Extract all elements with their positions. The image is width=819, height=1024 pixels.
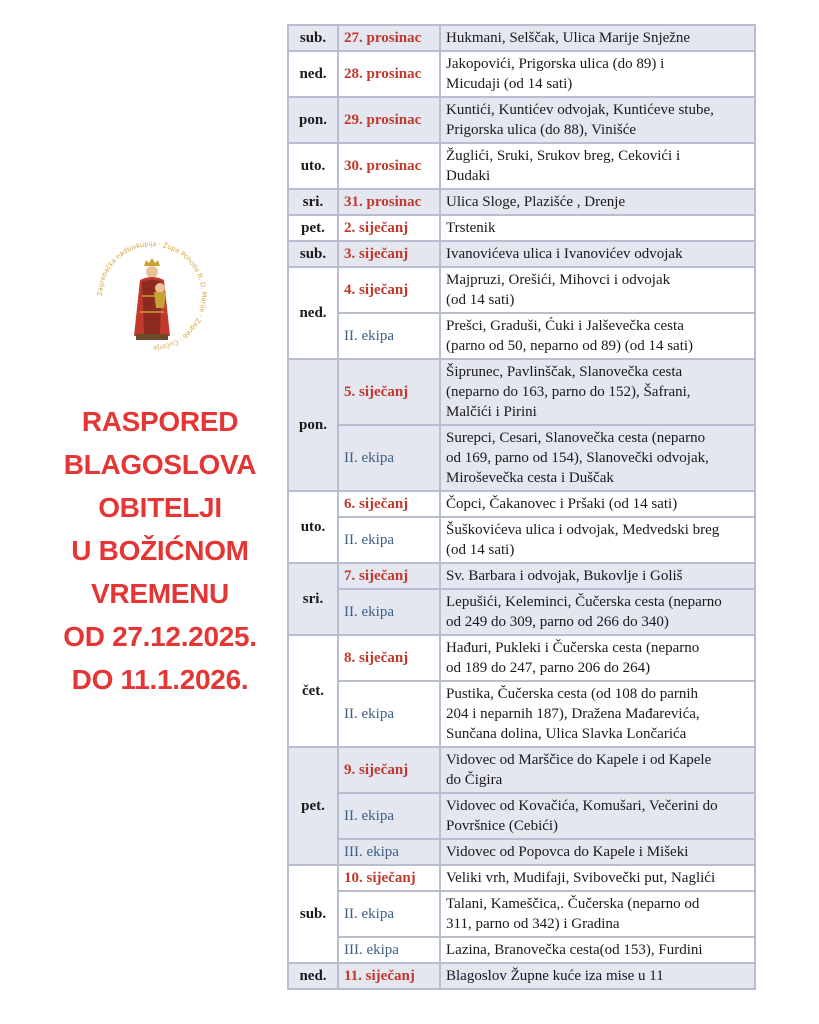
location-cell	[440, 491, 755, 517]
schedule-row	[288, 891, 755, 937]
title-line: OBITELJI	[98, 492, 222, 523]
title-line: VREMENU	[91, 578, 229, 609]
location-cell	[440, 313, 755, 359]
location-line: Žuglići, Sruki, Srukov breg, Cekovići i	[446, 148, 681, 164]
location-line: Šuškovićeva ulica i odvojak, Medvedski breg	[446, 522, 720, 538]
crew-cell: II. ekipa	[338, 313, 440, 359]
location-cell	[440, 937, 755, 963]
date-cell: 9. siječanj	[338, 747, 440, 793]
location-line: Miroševečka cesta i Duščak	[446, 470, 614, 486]
schedule-row	[288, 963, 755, 989]
location-line: Lazina, Branovečka cesta(od 153), Furdini	[446, 942, 703, 958]
madonna-statue-icon	[134, 258, 170, 340]
location-line: Talani, Kameščica,. Čučerska (neparno od	[446, 896, 700, 912]
location-line: Majpruzi, Orešići, Mihovci i odvojak	[446, 272, 671, 288]
location-line: Ulica Sloge, Plazišće , Drenje	[446, 194, 626, 210]
location-cell	[440, 425, 755, 491]
location-cell	[440, 839, 755, 865]
location-cell	[440, 359, 755, 425]
day-cell: pet.	[288, 215, 338, 241]
location-line: Micudaji (od 14 sati)	[446, 76, 573, 92]
schedule-row	[288, 563, 755, 589]
location-line: Dudaki	[446, 168, 491, 184]
crew-cell: III. ekipa	[338, 839, 440, 865]
day-cell: pon.	[288, 97, 338, 143]
date-cell: 4. siječanj	[338, 267, 440, 313]
location-cell	[440, 563, 755, 589]
location-line: Hukmani, Selščak, Ulica Marije Snježne	[446, 30, 691, 46]
location-line: Lepušići, Keleminci, Čučerska cesta (neparno	[446, 594, 722, 610]
date-cell: 31. prosinac	[338, 189, 440, 215]
schedule-row	[288, 747, 755, 793]
date-cell: 29. prosinac	[338, 97, 440, 143]
date-cell: 6. siječanj	[338, 491, 440, 517]
location-line: Hađuri, Pukleki i Čučerska cesta (neparno	[446, 640, 700, 656]
location-line: (parno od 50, neparno od 89) (od 14 sati)	[446, 338, 694, 354]
location-cell	[440, 517, 755, 563]
location-cell	[440, 681, 755, 747]
date-cell: 7. siječanj	[338, 563, 440, 589]
schedule-row	[288, 143, 755, 189]
location-line: Pustika, Čučerska cesta (od 108 do parnih	[446, 686, 699, 702]
date-cell: 8. siječanj	[338, 635, 440, 681]
day-cell: sub.	[288, 865, 338, 963]
crew-cell: II. ekipa	[338, 793, 440, 839]
schedule-row	[288, 937, 755, 963]
schedule-row	[288, 359, 755, 425]
location-line: Vidovec od Marščice do Kapele i od Kapele	[446, 752, 712, 768]
schedule-row	[288, 681, 755, 747]
location-line: Čopci, Čakanovec i Pršaki (od 14 sati)	[446, 496, 678, 512]
date-cell: 2. siječanj	[338, 215, 440, 241]
location-line: 204 i neparnih 187), Dražena Mađarevića,	[446, 706, 700, 722]
crew-cell: II. ekipa	[338, 891, 440, 937]
location-cell	[440, 891, 755, 937]
day-cell: ned.	[288, 963, 338, 989]
date-cell: 30. prosinac	[338, 143, 440, 189]
location-line: Ivanovićeva ulica i Ivanovićev odvojak	[446, 246, 683, 262]
location-line: Sunčana dolina, Ulica Slavka Lončarića	[446, 726, 687, 742]
parish-logo	[92, 236, 212, 356]
schedule-row	[288, 51, 755, 97]
day-cell: pet.	[288, 747, 338, 865]
location-cell	[440, 793, 755, 839]
day-cell: uto.	[288, 491, 338, 563]
location-line: Surepci, Cesari, Slanovečka cesta (neparno	[446, 430, 706, 446]
day-cell: sub.	[288, 25, 338, 51]
location-cell	[440, 865, 755, 891]
location-line: Jakopovići, Prigorska ulica (do 89) i	[446, 56, 665, 72]
schedule-row	[288, 189, 755, 215]
crew-cell: II. ekipa	[338, 681, 440, 747]
location-cell	[440, 51, 755, 97]
location-line: Površnice (Cebići)	[446, 818, 559, 834]
location-cell	[440, 589, 755, 635]
schedule-row	[288, 313, 755, 359]
location-cell	[440, 635, 755, 681]
location-line: Prešci, Graduši, Ćuki i Jalševečka cesta	[446, 318, 684, 334]
location-cell	[440, 97, 755, 143]
day-cell: ned.	[288, 267, 338, 359]
schedule-row	[288, 241, 755, 267]
schedule-row	[288, 517, 755, 563]
crew-cell: III. ekipa	[338, 937, 440, 963]
date-cell: 27. prosinac	[338, 25, 440, 51]
schedule-row	[288, 589, 755, 635]
crew-cell: II. ekipa	[338, 517, 440, 563]
day-cell: sub.	[288, 241, 338, 267]
date-cell: 28. prosinac	[338, 51, 440, 97]
location-line: (od 14 sati)	[446, 292, 515, 308]
location-line: do Čigira	[446, 772, 503, 788]
day-cell: ned.	[288, 51, 338, 97]
schedule-body	[288, 25, 755, 989]
date-cell: 11. siječanj	[338, 963, 440, 989]
location-cell	[440, 963, 755, 989]
location-cell	[440, 215, 755, 241]
location-line: Vidovec od Popovca do Kapele i Mišeki	[446, 844, 689, 860]
title-line: OD 27.12.2025.	[63, 621, 257, 652]
location-cell	[440, 189, 755, 215]
day-cell: čet.	[288, 635, 338, 747]
date-cell: 3. siječanj	[338, 241, 440, 267]
date-cell: 10. siječanj	[338, 865, 440, 891]
location-line: Šiprunec, Pavlinščak, Slanovečka cesta	[446, 364, 683, 380]
day-cell: sri.	[288, 563, 338, 635]
location-line: Sv. Barbara i odvojak, Bukovlje i Goliš	[446, 568, 683, 584]
location-line: (neparno do 163, parno do 152), Šafrani,	[446, 384, 691, 400]
day-cell: pon.	[288, 359, 338, 491]
schedule-row	[288, 635, 755, 681]
location-line: od 169, parno od 154), Slanovečki odvojak,	[446, 450, 709, 466]
location-line: Malčići i Pirini	[446, 404, 537, 420]
location-line: Kuntići, Kuntićev odvojak, Kuntićeve stube,	[446, 102, 714, 118]
title-line: BLAGOSLOVA	[63, 449, 257, 480]
location-line: Blagoslov Župne kuće iza mise u 11	[446, 968, 664, 984]
logo-ring-text: Zagrebačka nadbiskupija · Župa Pohoda B. D. Marije · Zagreb · Čučerje	[95, 239, 209, 353]
schedule-table	[287, 24, 756, 990]
schedule-row	[288, 25, 755, 51]
schedule-row	[288, 865, 755, 891]
location-line: od 249 do 309, parno od 266 do 340)	[446, 614, 669, 630]
title-line: RASPORED	[81, 406, 239, 437]
location-cell	[440, 241, 755, 267]
schedule-row	[288, 491, 755, 517]
location-line: Vidovec od Kovačića, Komušari, Večerini do	[446, 798, 718, 814]
schedule-row	[288, 839, 755, 865]
crew-cell: II. ekipa	[338, 425, 440, 491]
title-line: DO 11.1.2026.	[71, 664, 249, 695]
schedule-row	[288, 97, 755, 143]
location-line: Prigorska ulica (do 88), Vinišće	[446, 122, 637, 138]
location-line: od 189 do 247, parno 206 do 264)	[446, 660, 651, 676]
schedule-row	[288, 793, 755, 839]
location-cell	[440, 143, 755, 189]
title-line: U BOŽIĆNOM	[71, 535, 249, 566]
day-cell: sri.	[288, 189, 338, 215]
schedule-row	[288, 425, 755, 491]
location-cell	[440, 747, 755, 793]
day-cell: uto.	[288, 143, 338, 189]
schedule-row	[288, 215, 755, 241]
location-line: Veliki vrh, Mudifaji, Svibovečki put, Naglići	[446, 870, 716, 886]
crew-cell: II. ekipa	[338, 589, 440, 635]
page-title	[20, 400, 300, 701]
schedule-row	[288, 267, 755, 313]
date-cell: 5. siječanj	[338, 359, 440, 425]
location-line: 311, parno od 342) i Gradina	[446, 916, 620, 932]
location-cell	[440, 267, 755, 313]
location-cell	[440, 25, 755, 51]
location-line: (od 14 sati)	[446, 542, 515, 558]
location-line: Trstenik	[446, 220, 496, 236]
